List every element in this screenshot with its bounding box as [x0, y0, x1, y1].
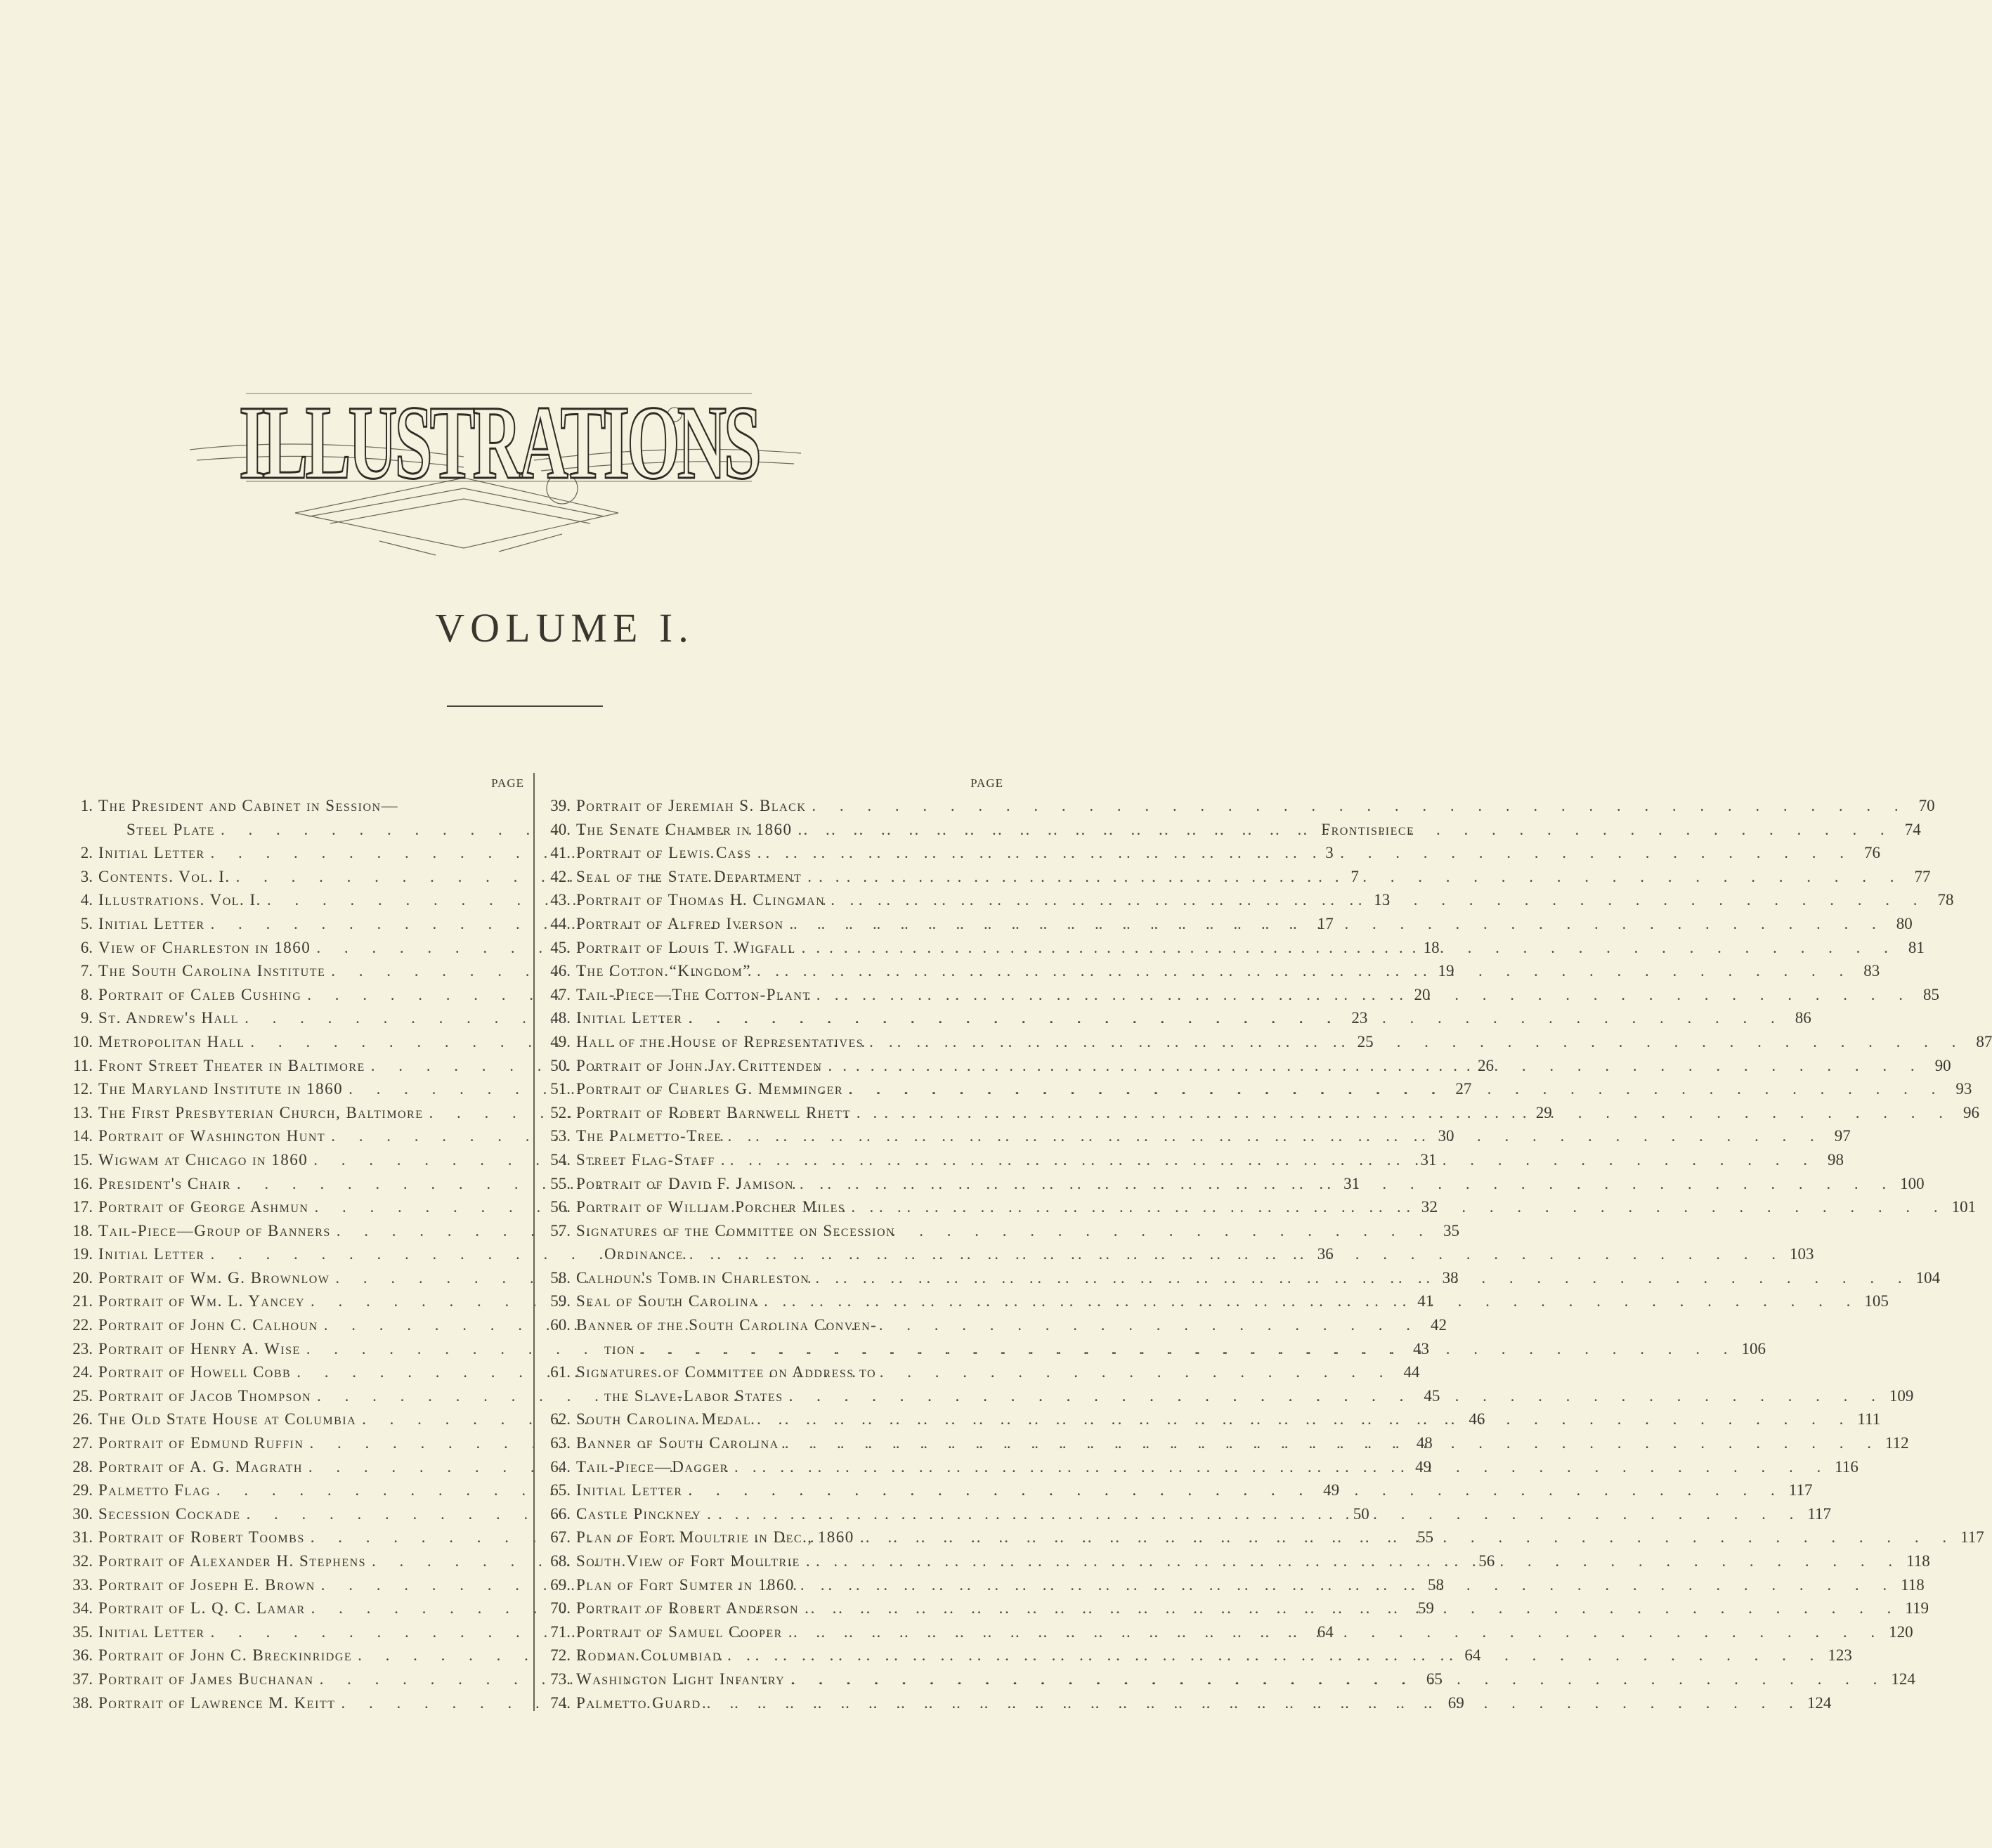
item-title: Banner of the South Carolina Conven-: [576, 1316, 878, 1334]
dot-leader: [701, 1691, 1803, 1715]
item-number: 67.: [550, 1528, 571, 1547]
item-title: Portrait of John C. Calhoun: [98, 1316, 318, 1334]
item-number: 19.: [72, 1245, 93, 1263]
item-page: 106: [1741, 1339, 1766, 1358]
dot-leader: [854, 1525, 1956, 1549]
dot-leader: [809, 1266, 1911, 1290]
dot-leader: [785, 1667, 1887, 1691]
item-number: 4.: [80, 891, 93, 909]
item-number: 42.: [550, 867, 571, 885]
item-page: 17: [1317, 914, 1334, 932]
item-title: South View of Fort Moultrie: [576, 1552, 800, 1570]
item-title: Castle Pinckney: [576, 1504, 702, 1523]
list-item: [540, 841, 1880, 865]
item-number: 8.: [80, 985, 93, 1003]
item-title: Portrait of Jeremiah S. Black: [576, 797, 807, 814]
item-page: 109: [1889, 1386, 1914, 1405]
item-page: 18: [1423, 938, 1440, 956]
item-title: Washington Light Infantry: [576, 1670, 786, 1688]
item-number: 12.: [72, 1080, 93, 1098]
item-page: 76: [1863, 844, 1880, 862]
list-item: [540, 1219, 1003, 1243]
heading-rule: [447, 705, 603, 707]
item-page: 30: [1438, 1127, 1454, 1145]
item-page: 46: [1469, 1410, 1485, 1429]
item-page: 32: [1421, 1198, 1438, 1216]
item-title: Signatures of the Committee on Secession: [576, 1221, 896, 1239]
dot-leader: [751, 959, 1853, 983]
item-title: Portrait of A. G. Magrath: [98, 1457, 303, 1476]
item-page: 124: [1807, 1693, 1832, 1712]
item-number: 25.: [72, 1386, 93, 1405]
item-title: Hall of the House of Representatives: [576, 1032, 864, 1050]
item-page: 49: [1323, 1481, 1340, 1499]
dot-leader: [845, 1195, 1947, 1219]
item-number: 71.: [550, 1622, 571, 1641]
item-number: 57.: [550, 1221, 571, 1239]
item-number: 31.: [72, 1528, 93, 1547]
item-title: Initial Letter: [98, 914, 205, 932]
item-page: 13: [1374, 891, 1391, 909]
item-number: 28.: [72, 1457, 93, 1476]
item-title: Palmetto Guard: [576, 1693, 701, 1712]
page-column-header: PAGE: [970, 776, 1003, 790]
column-divider: [533, 773, 535, 1711]
item-title: Secession Cockade: [98, 1504, 241, 1523]
dot-leader: [811, 983, 1913, 1007]
dot-leader: [784, 912, 1886, 936]
dot-leader: [729, 1455, 1830, 1479]
dot-leader: [683, 1006, 1785, 1030]
item-page: 86: [1795, 1009, 1811, 1027]
item-number: 14.: [72, 1127, 93, 1145]
item-number: 5.: [80, 914, 93, 932]
item-title: Wigwam at Chicago in 1860: [98, 1150, 308, 1169]
item-page: 96: [1962, 1103, 1979, 1121]
item-page: 56: [1478, 1552, 1495, 1570]
item-number: 61.: [550, 1363, 571, 1381]
item-number: 21.: [72, 1292, 93, 1310]
item-title: Portrait of Jacob Thompson: [98, 1386, 312, 1405]
item-page: 116: [1835, 1457, 1858, 1476]
item-number: 9.: [80, 1009, 93, 1027]
item-title: Initial Letter: [576, 1481, 683, 1499]
item-number: 1.: [80, 797, 93, 814]
item-number: 54.: [550, 1150, 571, 1169]
item-number: 64.: [550, 1457, 571, 1476]
item-page: 19: [1438, 962, 1454, 980]
item-title: The Old State House at Columbia: [98, 1410, 357, 1429]
item-page: 90: [1934, 1056, 1951, 1074]
item-page: 119: [1905, 1599, 1929, 1618]
item-number: 70.: [550, 1599, 571, 1618]
list-item: [540, 794, 1935, 818]
dot-leader: [751, 1407, 1853, 1431]
dot-leader: [843, 1077, 1945, 1101]
item-number: 56.: [550, 1198, 571, 1216]
item-title: Tail-Piece—The Cotton-Plant: [576, 985, 811, 1003]
item-number: 68.: [550, 1552, 571, 1570]
dot-leader: [635, 1337, 1737, 1361]
item-title: Contents. Vol. I.: [98, 867, 230, 885]
dot-leader: [793, 818, 1894, 842]
item-page: 105: [1864, 1292, 1889, 1310]
item-page: 29: [1535, 1103, 1552, 1121]
item-title: The Palmetto-Tree: [576, 1127, 722, 1145]
item-number: 53.: [550, 1127, 571, 1145]
item-number: 10.: [72, 1032, 93, 1050]
item-page: 41: [1417, 1292, 1434, 1310]
item-title: St. Andrew's Hall: [98, 1009, 240, 1027]
item-title: Portrait of Joseph E. Brown: [98, 1575, 315, 1594]
list-item: [55, 794, 524, 818]
dot-leader: [864, 1030, 1965, 1054]
item-title: Portrait of Lawrence M. Keitt: [98, 1693, 336, 1712]
item-number: 35.: [72, 1622, 93, 1641]
dot-leader: [783, 1384, 1885, 1408]
item-page: 117: [1788, 1481, 1813, 1499]
item-page: 48: [1416, 1434, 1433, 1452]
item-page: 25: [1357, 1032, 1374, 1050]
item-number: 7.: [80, 962, 93, 980]
item-title: South Carolina Medal: [576, 1410, 752, 1429]
item-page: Frontispiece: [1321, 820, 1415, 838]
item-number: 33.: [72, 1575, 93, 1594]
dot-leader: [796, 936, 1898, 960]
engraved-banner-illustration: [169, 337, 829, 562]
item-number: 34.: [72, 1599, 93, 1618]
dot-leader: [800, 1549, 1902, 1573]
item-page: 98: [1828, 1150, 1844, 1169]
item-page: 31: [1420, 1150, 1437, 1169]
dot-leader: [683, 1478, 1785, 1502]
item-page: 117: [1807, 1504, 1832, 1523]
dot-leader: [851, 1101, 1953, 1125]
item-title: The President and Cabinet in Session—: [98, 797, 399, 814]
item-page: 70: [1918, 797, 1935, 814]
item-title-continuation: tion: [604, 1339, 636, 1358]
item-page: 78: [1937, 891, 1954, 909]
item-title: Portrait of Lewis Cass: [576, 844, 752, 862]
dot-leader: [684, 1242, 1785, 1266]
dot-leader: [722, 1644, 1823, 1667]
item-number: 62.: [550, 1410, 571, 1429]
item-title: Portrait of Robert Barnwell Rhett: [576, 1103, 851, 1121]
item-number: 26.: [72, 1410, 93, 1429]
item-title: Initial Letter: [98, 844, 205, 862]
item-title: Plan of Fort Sumter in 1860: [576, 1575, 795, 1594]
item-page: 43: [1413, 1339, 1430, 1358]
item-number: 38.: [72, 1693, 93, 1712]
dot-leader: [794, 1172, 1896, 1196]
item-number: 39.: [550, 797, 571, 814]
item-number: 60.: [550, 1316, 571, 1334]
dot-leader: [806, 794, 1908, 818]
item-number: 65.: [550, 1481, 571, 1499]
item-number: 36.: [72, 1646, 93, 1665]
dot-leader: [722, 1124, 1824, 1148]
item-title-continuation: Ordinance: [604, 1245, 684, 1263]
item-number: 24.: [72, 1363, 93, 1381]
volume-heading: VOLUME I.: [435, 605, 694, 651]
item-title: Seal of the State Department: [576, 867, 802, 885]
item-title: Banner of South Carolina: [576, 1434, 779, 1452]
item-page: 123: [1828, 1646, 1852, 1665]
item-page: 59: [1417, 1599, 1434, 1618]
item-number: 29.: [72, 1481, 93, 1499]
item-title: Metropolitan Hall: [98, 1032, 245, 1050]
item-page: 49: [1415, 1457, 1432, 1476]
item-title: Portrait of Wm. L. Yancey: [98, 1292, 306, 1310]
item-page: 117: [1960, 1528, 1984, 1547]
item-page: 38: [1442, 1268, 1459, 1287]
item-title: Portrait of L. Q. C. Lamar: [98, 1599, 306, 1618]
item-title: Portrait of Robert Anderson: [576, 1599, 800, 1618]
item-page: 69: [1447, 1693, 1464, 1712]
dot-leader: [701, 1502, 1803, 1526]
item-page: 35: [1443, 1221, 1460, 1239]
item-page: 85: [1922, 985, 1939, 1003]
item-number: 66.: [550, 1504, 571, 1523]
item-title: Portrait of Charles G. Memminger: [576, 1080, 844, 1098]
item-page: 26: [1478, 1056, 1495, 1074]
item-title: Palmetto Flag: [98, 1481, 211, 1499]
item-page: 100: [1900, 1174, 1925, 1192]
item-title: Portrait of James Buchanan: [98, 1670, 314, 1688]
item-title: Initial Letter: [98, 1245, 205, 1263]
item-number: 16.: [72, 1174, 93, 1192]
item-number: 69.: [550, 1575, 571, 1594]
item-page: 23: [1351, 1009, 1368, 1027]
item-page: 104: [1915, 1268, 1941, 1287]
item-title: Tail-Piece—Dagger: [576, 1457, 729, 1476]
dot-leader: [715, 1148, 1817, 1172]
item-title: Signatures of Committee on Address to: [576, 1363, 876, 1381]
dot-leader: [799, 1596, 1901, 1620]
item-title: Portrait of David F. Jamison: [576, 1174, 794, 1192]
item-page: 65: [1426, 1670, 1443, 1688]
item-number: 30.: [72, 1504, 93, 1523]
item-page: 64: [1317, 1622, 1334, 1641]
item-number: 73.: [550, 1670, 571, 1688]
item-title: Seal of South Carolina: [576, 1292, 759, 1310]
item-number: 17.: [72, 1198, 93, 1216]
item-number: 13.: [72, 1103, 93, 1121]
item-number: 44.: [550, 914, 571, 932]
item-title: Portrait of John C. Breckinridge: [98, 1646, 353, 1665]
item-page: 80: [1896, 914, 1913, 932]
item-page: 97: [1834, 1127, 1851, 1145]
item-page: 87: [1976, 1032, 1992, 1050]
item-page: 111: [1857, 1410, 1881, 1429]
item-page: 118: [1901, 1575, 1925, 1594]
item-number: 74.: [550, 1693, 571, 1712]
item-number: 55.: [550, 1174, 571, 1192]
item-page: 77: [1914, 867, 1931, 885]
item-title: Street Flag-Staff: [576, 1150, 715, 1169]
item-page: 118: [1906, 1552, 1930, 1570]
item-title: Illustrations. Vol. I.: [98, 891, 261, 909]
item-title: Portrait of Caleb Cushing: [98, 985, 302, 1003]
banner-title: ILLUSTRATIONS: [239, 384, 760, 501]
item-title: View of Charleston in 1860: [98, 938, 311, 956]
dot-leader: [802, 865, 1903, 889]
dot-leader: [758, 1289, 1860, 1313]
item-page: 93: [1955, 1080, 1972, 1098]
item-page: 58: [1428, 1575, 1445, 1594]
item-title: Portrait of Henry A. Wise: [98, 1339, 301, 1358]
item-number: 58.: [550, 1268, 571, 1287]
item-title: Portrait of Washington Hunt: [98, 1127, 326, 1145]
item-title: The First Presbyterian Church, Baltimore: [98, 1103, 424, 1121]
item-title: The Maryland Institute in 1860: [98, 1080, 344, 1098]
item-title: Portrait of Alfred Iverson: [576, 914, 784, 932]
item-title: Portrait of Thomas H. Clingman: [576, 891, 826, 909]
item-title: The Cotton “Kingdom”: [576, 962, 751, 980]
item-number: 49.: [550, 1032, 571, 1050]
page-column-header: PAGE: [491, 776, 524, 790]
item-number: 23.: [72, 1339, 93, 1358]
item-page: 64: [1464, 1646, 1481, 1665]
item-page: 7: [1350, 867, 1359, 885]
item-page: 31: [1343, 1174, 1360, 1192]
dot-leader: [825, 888, 1927, 912]
item-number: 59.: [550, 1292, 571, 1310]
item-page: 101: [1951, 1198, 1977, 1216]
item-page: 50: [1353, 1504, 1369, 1523]
item-number: 46.: [550, 962, 571, 980]
item-number: 47.: [550, 985, 571, 1003]
item-number: 72.: [550, 1646, 571, 1665]
item-number: 51.: [550, 1080, 571, 1098]
item-number: 43.: [550, 891, 571, 909]
item-page: 20: [1414, 985, 1431, 1003]
item-number: 3.: [80, 867, 93, 885]
dot-leader: [752, 841, 1854, 865]
item-title: Plan of Fort Moultrie in Dec., 1860: [576, 1528, 854, 1547]
item-number: 15.: [72, 1150, 93, 1169]
item-page: 36: [1317, 1245, 1334, 1263]
item-page: 42: [1430, 1316, 1447, 1334]
item-title: Portrait of Howell Cobb: [98, 1363, 292, 1381]
item-number: 18.: [72, 1221, 93, 1239]
item-page: 83: [1863, 962, 1880, 980]
item-number: 50.: [550, 1056, 571, 1074]
item-page: 27: [1455, 1080, 1472, 1098]
item-number: 6.: [80, 938, 93, 956]
list-item: [540, 865, 1931, 889]
item-page: 124: [1891, 1670, 1915, 1688]
item-number: 32.: [72, 1552, 93, 1570]
item-number: 40.: [550, 820, 571, 838]
item-title: Initial Letter: [98, 1622, 205, 1641]
item-number: 27.: [72, 1434, 93, 1452]
item-number: 2.: [80, 844, 93, 862]
item-number: 41.: [550, 844, 571, 862]
dot-leader: [822, 1054, 1924, 1078]
dot-leader: [795, 1573, 1896, 1597]
item-title: Portrait of Alexander H. Stephens: [98, 1552, 367, 1570]
item-title: The Senate Chamber in 1860: [576, 820, 793, 838]
item-title: Portrait of William Porcher Miles: [576, 1198, 846, 1216]
item-title-continuation: the Slave-Labor States: [604, 1386, 783, 1405]
item-number: 48.: [550, 1009, 571, 1027]
item-page: 3: [1325, 844, 1334, 862]
list-item: [540, 1360, 1003, 1384]
item-title-continuation: Steel Plate: [126, 820, 216, 838]
item-page: 103: [1790, 1245, 1814, 1263]
item-number: 37.: [72, 1670, 93, 1688]
item-number: 22.: [72, 1316, 93, 1334]
item-title: President's Chair: [98, 1174, 231, 1192]
item-title: Front Street Theater in Baltimore: [98, 1056, 365, 1074]
item-page: 55: [1417, 1528, 1433, 1547]
item-title: Portrait of Robert Toombs: [98, 1528, 305, 1547]
item-page: 112: [1884, 1434, 1909, 1452]
item-title: Calhoun's Tomb in Charleston: [576, 1268, 810, 1287]
item-number: 45.: [550, 938, 571, 956]
item-number: 63.: [550, 1434, 571, 1452]
item-title: Rodman Columbiad: [576, 1646, 722, 1665]
item-page: 74: [1904, 820, 1921, 838]
item-title: Portrait of Louis T. Wigfall: [576, 938, 796, 956]
item-number: 11.: [73, 1056, 93, 1074]
item-title: Initial Letter: [576, 1009, 683, 1027]
item-title: Portrait of John Jay Crittenden: [576, 1056, 823, 1074]
item-page: 44: [1403, 1363, 1420, 1381]
item-page: 45: [1424, 1386, 1440, 1405]
item-title: Portrait of George Ashmun: [98, 1198, 309, 1216]
item-number: 52.: [550, 1103, 571, 1121]
dot-leader: [783, 1620, 1884, 1644]
item-title: Tail-Piece—Group of Banners: [98, 1221, 331, 1239]
item-title: Portrait of Edmund Ruffin: [98, 1434, 304, 1452]
item-title: Portrait of Wm. G. Brownlow: [98, 1268, 330, 1287]
dot-leader: [779, 1431, 1881, 1455]
illustrations-title-engraving: [169, 337, 829, 562]
list-item: [540, 1313, 1003, 1337]
item-page: 81: [1908, 938, 1925, 956]
item-title: Portrait of Samuel Cooper: [576, 1622, 783, 1641]
item-number: 20.: [72, 1268, 93, 1287]
item-title: The South Carolina Institute: [98, 962, 326, 980]
item-page: 120: [1889, 1622, 1913, 1641]
